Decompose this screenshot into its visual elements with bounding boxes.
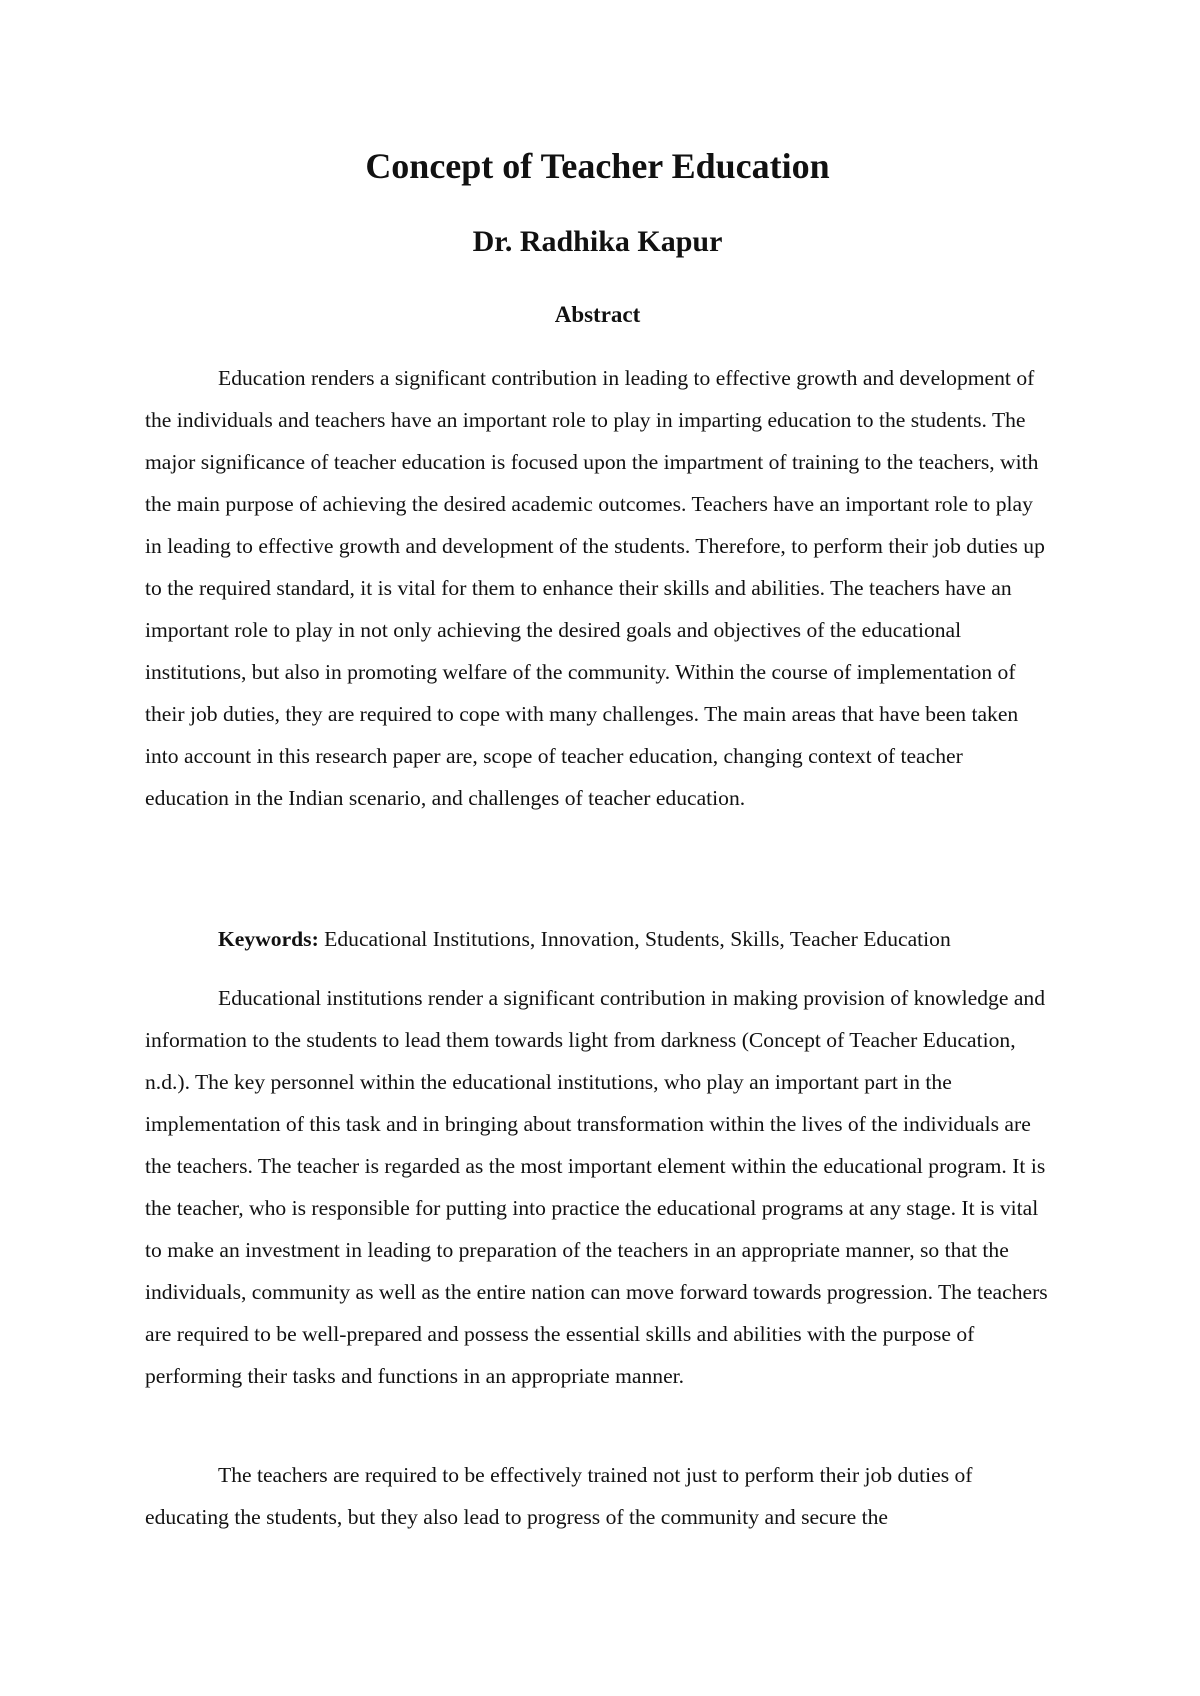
keywords-label: Keywords: [218,927,319,951]
document-title: Concept of Teacher Education [365,146,830,186]
abstract-paragraph: Education renders a significant contribution in leading to effective growth and development of the individuals and teachers have an important role to play in imparting education to the students. The major significance of teacher education is focused upon the impartment of training to the teachers, with the main purpose of achieving the desired academic outcomes. Teachers have an important role to play in leading to effective growth and development of the students. Therefore, to perform their job duties up to the required standard, it is vital for them to enhance their skills and abilities. The teachers have an important role to play in not only achieving the desired goals and objectives of the educational institutions, but also in promoting welfare of the community. Within the course of implementation of their job duties, they are required to cope with many challenges. The main areas that have been taken into account in this research paper are, scope of teacher education, changing context of teacher education in the Indian scenario, and challenges of teacher education. [145,366,1045,810]
keywords-line [145,918,1050,960]
author-name: Dr. Radhika Kapur [472,225,723,258]
keywords-list: Educational Institutions, Innovation, Students, Skills, Teacher Education [318,927,951,951]
abstract-heading: Abstract [554,302,641,327]
body-paragraph: Educational institutions render a significant contribution in making provision of knowledge and information to the students to lead them towards light from darkness (Concept of Teacher Education, n.d.). The key personnel within the educational institutions, who play an important part in the implementation of this task and in bringing about transformation within the lives of the individuals are the teachers. The teacher is regarded as the most important element within the educational program. It is the teacher, who is responsible for putting into practice the educational programs at any stage. It is vital to make an investment in leading to preparation of the teachers in an appropriate manner, so that the individuals, community as well as the entire nation can move forward towards progression. The teachers are required to be well-prepared and possess the essential skills and abilities with the purpose of performing their tasks and functions in an appropriate manner. [145,986,1048,1388]
body-paragraph: The teachers are required to be effectively trained not just to perform their job duties of educating the students, but they also lead to progress of the community and secure the [145,1463,973,1529]
